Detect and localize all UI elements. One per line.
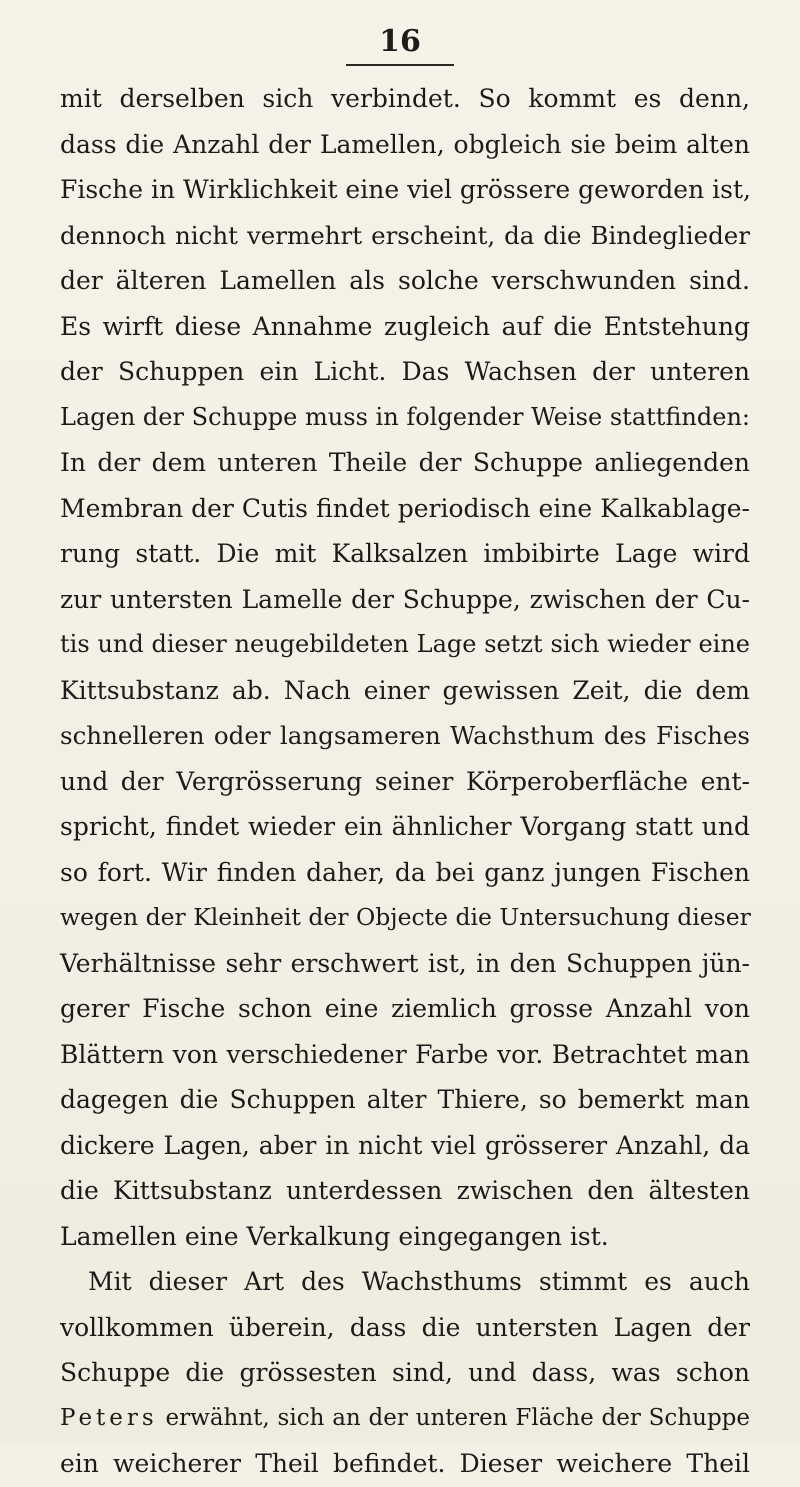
text-line: Es wirft diese Annahme zugleich auf die Entstehung <box>60 311 750 341</box>
text-line: Schuppe die grössesten sind, und dass, was schon <box>60 1358 750 1387</box>
text-line: gerer Fische schon eine ziemlich grosse Anzahl von <box>60 994 750 1023</box>
text-line: so fort. Wir finden daher, da bei ganz jungen Fischen <box>60 857 750 887</box>
text-line: dennoch nicht vermehrt erscheint, da die Bindeglieder <box>60 220 750 250</box>
text-line: rung statt. Die mit Kalksalzen imbibirte Lage wird <box>60 539 750 568</box>
text-line: mit derselben sich verbindet. So kommt es denn, <box>60 84 750 113</box>
body-text <box>60 76 750 1487</box>
text-line: dickere Lagen, aber in nicht viel grösserer Anzahl, da <box>60 1130 750 1160</box>
text-line: Verhältnisse sehr erschwert ist, in den Schuppen jün- <box>60 948 750 978</box>
text-line: vollkommen überein, dass die untersten Lagen der <box>60 1312 750 1342</box>
text-line: die Kittsubstanz unterdessen zwischen den ältesten <box>60 1176 750 1205</box>
text-line: und der Vergrösserung seiner Körperoberfläche ent- <box>60 766 750 796</box>
text-line: tis und dieser neugebildeten Lage setzt sich wieder eine <box>60 630 750 658</box>
text-line: In der dem unteren Theile der Schuppe anliegenden <box>60 448 750 477</box>
text-line: schnelleren oder langsameren Wachsthum des Fisches <box>60 721 750 750</box>
text-line: dass die Anzahl der Lamellen, obgleich sie beim alten <box>60 129 750 159</box>
text-line-paragraph-start: Mit dieser Art des Wachsthums stimmt es auch <box>88 1267 750 1296</box>
page-number: 16 <box>379 24 421 59</box>
text-line: der älteren Lamellen als solche verschwunden sind. <box>60 266 750 295</box>
text-line-paragraph-end: Lamellen eine Verkalkung eingegangen ist. <box>60 1221 609 1251</box>
text-line: zur untersten Lamelle der Schuppe, zwischen der Cu- <box>60 584 750 614</box>
text-line: Blättern von verschiedener Farbe vor. Betrachtet man <box>60 1039 750 1069</box>
spaced-author-name: Peters <box>60 1404 158 1431</box>
text-line: wegen der Kleinheit der Objecte die Untersuchung dieser <box>60 903 751 931</box>
text-line: Kittsubstanz ab. Nach einer gewissen Zeit, die dem <box>60 675 750 705</box>
text-line-with-spaced-name <box>60 1396 750 1442</box>
text-line: der Schuppen ein Licht. Das Wachsen der unteren <box>60 357 750 386</box>
text-line-remainder: erwähnt, sich an der unteren Fläche der Schuppe <box>157 1404 750 1431</box>
text-line: spricht, findet wieder ein ähnlicher Vorgang statt und <box>60 812 750 841</box>
text-line: dagegen die Schuppen alter Thiere, so bemerkt man <box>60 1085 750 1114</box>
text-line: Membran der Cutis findet periodisch eine Kalkablage- <box>60 493 750 523</box>
text-line: Fische in Wirklichkeit eine viel grössere geworden ist, <box>60 175 751 204</box>
page-number-rule <box>346 64 454 66</box>
text-line: Lagen der Schuppe muss in folgender Weise stattfinden: <box>60 402 750 431</box>
text-line: ein weicherer Theil befindet. Dieser weichere Theil <box>60 1449 750 1478</box>
